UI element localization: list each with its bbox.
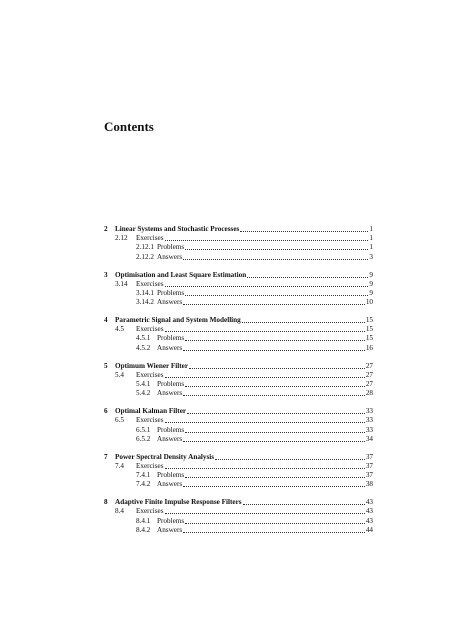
entry-title: Optimal Kalman Filter: [115, 407, 187, 416]
entry-number: 2.12: [115, 234, 128, 243]
page-title: Contents: [104, 119, 154, 134]
entry-title: Exercises: [136, 325, 164, 334]
entry-title: Parametric Signal and System Modelling: [115, 316, 241, 325]
toc-subsection-entry[interactable]: [104, 426, 373, 435]
entry-page-number: 43: [365, 516, 373, 525]
entry-page-number: 27: [365, 380, 373, 389]
entry-number: 3: [104, 270, 108, 279]
toc-chapter-entry[interactable]: [104, 225, 373, 234]
dot-leader: [185, 517, 365, 524]
entry-page-number: 1: [369, 234, 373, 243]
entry-page-number: 38: [365, 480, 373, 489]
toc-section-entry[interactable]: [104, 416, 373, 425]
entry-number: 6: [104, 407, 108, 416]
entry-number: 4: [104, 316, 108, 325]
dot-leader: [187, 407, 365, 414]
dot-leader: [165, 507, 365, 514]
entry-title: Exercises: [136, 507, 164, 516]
dot-leader: [183, 480, 365, 487]
toc-subsection-entry[interactable]: [104, 380, 373, 389]
dot-leader: [165, 325, 365, 332]
entry-number: 7.4: [115, 461, 124, 470]
entry-page-number: 37: [365, 471, 373, 480]
entry-title: Problems: [157, 425, 185, 434]
dot-leader: [165, 234, 369, 241]
entry-title: Problems: [157, 471, 185, 480]
entry-page-number: 15: [365, 316, 373, 325]
entry-title: Problems: [157, 380, 185, 389]
toc-chapter-block: [104, 316, 373, 353]
dot-leader: [185, 471, 365, 478]
entry-page-number: 33: [365, 425, 373, 434]
entry-page-number: 9: [369, 270, 373, 279]
entry-page-number: 15: [365, 334, 373, 343]
toc-subsection-entry[interactable]: [104, 517, 373, 526]
dot-leader: [185, 289, 368, 296]
toc-section-entry[interactable]: [104, 507, 373, 516]
entry-number: 8: [104, 498, 108, 507]
dot-leader: [183, 344, 365, 351]
dot-leader: [165, 371, 365, 378]
dot-leader: [247, 271, 368, 278]
entry-page-number: 37: [365, 452, 373, 461]
entry-title: Exercises: [136, 416, 164, 425]
dot-leader: [183, 435, 365, 442]
entry-title: Answers: [157, 480, 183, 489]
dot-leader: [189, 362, 365, 369]
dot-leader: [215, 453, 365, 460]
entry-number: 5: [104, 361, 108, 370]
toc-subsection-entry[interactable]: [104, 526, 373, 535]
toc-chapter-entry[interactable]: [104, 316, 373, 325]
toc-subsection-entry[interactable]: [104, 389, 373, 398]
dot-leader: [165, 462, 365, 469]
entry-title: Power Spectral Density Analysis: [115, 452, 215, 461]
dot-leader: [183, 253, 368, 260]
entry-page-number: 27: [365, 361, 373, 370]
toc-chapter-block: [104, 271, 373, 308]
toc-chapter-entry[interactable]: [104, 453, 373, 462]
entry-number: 4.5.1: [136, 334, 151, 343]
entry-number: 2: [104, 225, 108, 233]
entry-title: Answers: [157, 298, 183, 307]
entry-number: 7.4.1: [136, 471, 151, 480]
toc-subsection-entry[interactable]: [104, 480, 373, 489]
dot-leader: [243, 498, 365, 505]
toc-subsection-entry[interactable]: [104, 298, 373, 307]
dot-leader: [165, 416, 365, 423]
entry-number: 3.14.2: [136, 298, 154, 307]
toc-subsection-entry[interactable]: [104, 253, 373, 262]
toc-chapter-block: [104, 407, 373, 444]
entry-page-number: 43: [365, 507, 373, 516]
toc-subsection-entry[interactable]: [104, 334, 373, 343]
entry-title: Optimum Wiener Filter: [115, 361, 189, 370]
entry-page-number: 44: [365, 525, 373, 534]
entry-title: Answers: [157, 252, 183, 261]
entry-page-number: 9: [369, 288, 373, 297]
table-of-contents: [104, 225, 373, 544]
entry-page-number: 10: [365, 298, 373, 307]
dot-leader: [185, 380, 365, 387]
entry-page-number: 15: [365, 325, 373, 334]
toc-chapter-block: [104, 225, 373, 262]
dot-leader: [165, 280, 369, 287]
entry-number: 7: [104, 452, 108, 461]
dot-leader: [240, 225, 368, 232]
entry-number: 2.12.2: [136, 252, 154, 261]
entry-title: Exercises: [136, 461, 164, 470]
dot-leader: [185, 334, 365, 341]
toc-section-entry[interactable]: [104, 280, 373, 289]
dot-leader: [183, 298, 365, 305]
entry-number: 5.4: [115, 370, 124, 379]
entry-number: 2.12.1: [136, 243, 154, 252]
entry-title: Answers: [157, 343, 183, 352]
entry-number: 5.4.2: [136, 389, 151, 398]
toc-chapter-block: [104, 362, 373, 399]
toc-subsection-entry[interactable]: [104, 344, 373, 353]
entry-number: 4.5: [115, 325, 124, 334]
entry-number: 6.5: [115, 416, 124, 425]
toc-section-entry[interactable]: [104, 371, 373, 380]
entry-title: Problems: [157, 288, 185, 297]
dot-leader: [242, 316, 365, 323]
entry-page-number: 33: [365, 407, 373, 416]
toc-section-entry[interactable]: [104, 462, 373, 471]
toc-chapter-entry[interactable]: [104, 362, 373, 371]
entry-page-number: 9: [369, 279, 373, 288]
entry-title: Problems: [157, 516, 185, 525]
toc-chapter-entry[interactable]: [104, 498, 373, 507]
entry-title: Optimisation and Least Square Estimation: [115, 270, 247, 279]
entry-number: 6.5.2: [136, 434, 151, 443]
entry-title: Exercises: [136, 279, 164, 288]
entry-number: 7.4.2: [136, 480, 151, 489]
entry-title: Answers: [157, 389, 183, 398]
dot-leader: [185, 243, 368, 250]
toc-chapter-block: [104, 453, 373, 490]
toc-subsection-entry[interactable]: [104, 243, 373, 252]
entry-page-number: 16: [365, 343, 373, 352]
toc-subsection-entry[interactable]: [104, 435, 373, 444]
entry-page-number: 27: [365, 370, 373, 379]
dot-leader: [183, 526, 365, 533]
toc-chapter-block: [104, 498, 373, 535]
dot-leader: [183, 389, 365, 396]
entry-number: 4.5.2: [136, 343, 151, 352]
entry-title: Exercises: [136, 370, 164, 379]
toc-subsection-entry[interactable]: [104, 471, 373, 480]
toc-chapter-entry[interactable]: [104, 407, 373, 416]
toc-subsection-entry[interactable]: [104, 289, 373, 298]
entry-title: Exercises: [136, 234, 164, 243]
dot-leader: [185, 426, 365, 433]
entry-title: Adaptive Finite Impulse Response Filters: [115, 498, 242, 507]
entry-page-number: 34: [365, 434, 373, 443]
entry-number: 5.4.1: [136, 380, 151, 389]
entry-number: 3.14.1: [136, 288, 154, 297]
entry-number: 8.4.1: [136, 516, 151, 525]
entry-number: 8.4.2: [136, 525, 151, 534]
entry-page-number: 43: [365, 498, 373, 507]
entry-title: Answers: [157, 525, 183, 534]
toc-chapter-entry[interactable]: [104, 271, 373, 280]
entry-page-number: 37: [365, 461, 373, 470]
entry-page-number: 1: [369, 225, 373, 233]
entry-title: Answers: [157, 434, 183, 443]
entry-title: Problems: [157, 334, 185, 343]
entry-number: 3.14: [115, 279, 128, 288]
toc-section-entry[interactable]: [104, 234, 373, 243]
toc-section-entry[interactable]: [104, 325, 373, 334]
entry-page-number: 1: [369, 243, 373, 252]
entry-number: 6.5.1: [136, 425, 151, 434]
entry-title: Problems: [157, 243, 185, 252]
entry-title: Linear Systems and Stochastic Processes: [115, 225, 240, 233]
entry-number: 8.4: [115, 507, 124, 516]
entry-page-number: 28: [365, 389, 373, 398]
entry-page-number: 33: [365, 416, 373, 425]
entry-page-number: 3: [369, 252, 373, 261]
